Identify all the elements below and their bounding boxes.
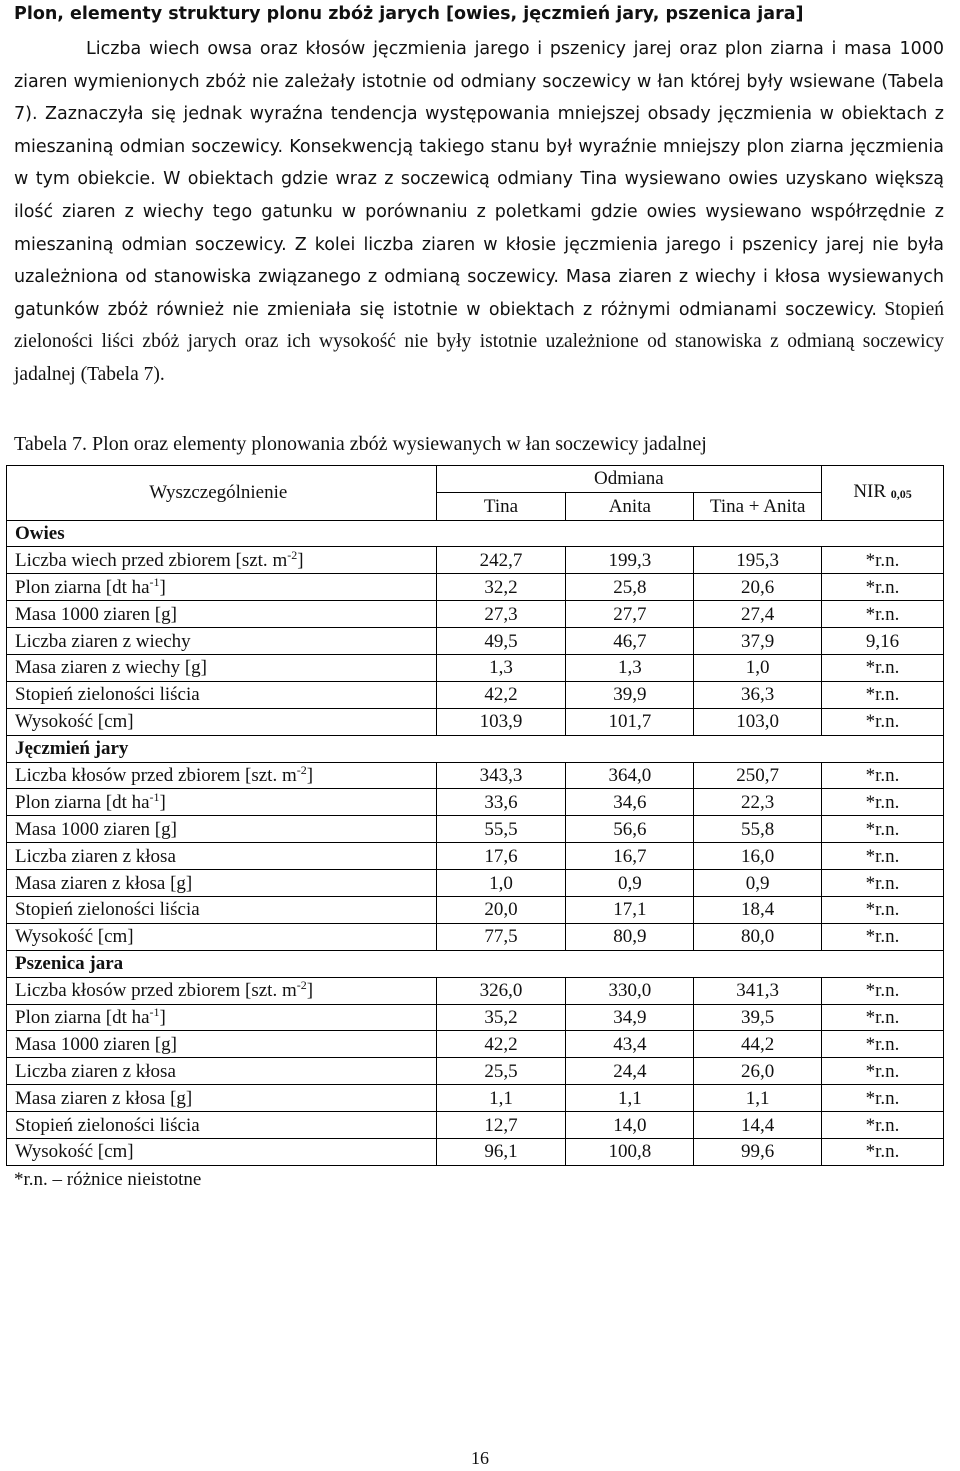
value-cell: 242,7 [436, 547, 566, 574]
nir-cell: *r.n. [822, 843, 944, 870]
value-cell: 17,1 [566, 897, 694, 924]
value-cell: 1,3 [436, 654, 566, 681]
table-row [7, 977, 944, 1004]
value-cell: 195,3 [694, 547, 822, 574]
value-cell: 18,4 [694, 897, 822, 924]
value-cell: 326,0 [436, 977, 566, 1004]
table-row [7, 628, 944, 655]
row-label: Stopień zieloności liścia [7, 1112, 437, 1139]
value-cell: 55,8 [694, 816, 822, 843]
nir-cell: *r.n. [822, 681, 944, 708]
header-variety-tina: Tina [436, 492, 566, 520]
value-cell: 16,7 [566, 843, 694, 870]
nir-cell: *r.n. [822, 574, 944, 601]
nir-cell: *r.n. [822, 708, 944, 735]
value-cell: 25,5 [436, 1058, 566, 1085]
value-cell: 44,2 [694, 1031, 822, 1058]
table-row [7, 547, 944, 574]
row-label: Liczba kłosów przed zbiorem [szt. $m^{-2}$] [7, 762, 437, 789]
nir-cell: *r.n. [822, 1031, 944, 1058]
table-row [7, 708, 944, 735]
table-row [7, 843, 944, 870]
value-cell: 250,7 [694, 762, 822, 789]
value-cell: 33,6 [436, 789, 566, 816]
value-cell: 1,3 [566, 654, 694, 681]
value-cell: 330,0 [566, 977, 694, 1004]
row-label: Plon ziarna [dt $ha^{-1}$] [7, 1004, 437, 1031]
nir-cell: *r.n. [822, 1139, 944, 1166]
value-cell: 1,0 [436, 870, 566, 897]
section-row [7, 735, 944, 762]
table-row [7, 1058, 944, 1085]
nir-cell: *r.n. [822, 789, 944, 816]
table-row [7, 574, 944, 601]
header-variety-mix: Tina + Anita [694, 492, 822, 520]
nir-cell: *r.n. [822, 654, 944, 681]
nir-cell: *r.n. [822, 870, 944, 897]
row-label: Liczba kłosów przed zbiorem [szt. $m^{-2}$] [7, 977, 437, 1004]
value-cell: 199,3 [566, 547, 694, 574]
nir-cell: *r.n. [822, 1004, 944, 1031]
row-label: Wysokość [cm] [7, 708, 437, 735]
value-cell: 16,0 [694, 843, 822, 870]
value-cell: 100,8 [566, 1139, 694, 1166]
document-page [14, 0, 944, 1191]
value-cell: 39,5 [694, 1004, 822, 1031]
table-row [7, 789, 944, 816]
table-row [7, 1004, 944, 1031]
value-cell: 42,2 [436, 681, 566, 708]
nir-cell: *r.n. [822, 1112, 944, 1139]
value-cell: 20,0 [436, 897, 566, 924]
header-odmiana: Odmiana [436, 465, 822, 492]
row-label: Stopień zieloności liścia [7, 897, 437, 924]
nir-cell: *r.n. [822, 977, 944, 1004]
nir-cell: 9,16 [822, 628, 944, 655]
row-label: Wysokość [cm] [7, 923, 437, 950]
value-cell: 32,2 [436, 574, 566, 601]
value-cell: 46,7 [566, 628, 694, 655]
value-cell: 364,0 [566, 762, 694, 789]
paragraph-text-sans: Liczba wiech owsa oraz kłosów jęczmienia jarego i pszenicy jarej oraz plon ziarna i masa 1000 ziaren wymienionych zbóż nie zależały istotnie od odmiany soczewicy w łan której były wsiewane (Tabela 7). Zaznaczyła się jednak wyraźna tendencja występowania mniejszej obsady jęczmienia w obiektach z mieszaniną odmian soczewicy. Konsekwencją takiego stanu był wyraźnie mniejszy plon ziarna jęczmienia w tym obiekcie. W obiektach gdzie wraz z soczewicą odmiany Tina wysiewano owies uzyskano większą ilość ziaren z wiechy tego gatunku w porównaniu z poletkami gdzie owies wysiewano współrzędnie z mieszaniną odmian soczewicy. Z kolei liczba ziaren w kłosie jęczmienia jarego i pszenicy jarej nie była uzależniona od stanowiska związanego z odmianą soczewicy. Masa ziaren z wiechy i kłosa wysiewanych gatunków zbóż również nie zmieniała się istotnie w obiektach z różnymi odmianami soczewicy. [14, 39, 944, 320]
row-label: Liczba ziaren z kłosa [7, 1058, 437, 1085]
row-label: Masa ziaren z wiechy [g] [7, 654, 437, 681]
row-label: Masa 1000 ziaren [g] [7, 601, 437, 628]
row-label: Plon ziarna [dt $ha^{-1}$] [7, 574, 437, 601]
table-row [7, 870, 944, 897]
section-label: Pszenica jara [7, 950, 944, 977]
row-label: Masa 1000 ziaren [g] [7, 816, 437, 843]
nir-cell: *r.n. [822, 601, 944, 628]
header-nir: NIR $_{0,05}$ [822, 465, 944, 520]
value-cell: 1,1 [694, 1085, 822, 1112]
value-cell: 20,6 [694, 574, 822, 601]
value-cell: 27,7 [566, 601, 694, 628]
nir-cell: *r.n. [822, 1058, 944, 1085]
value-cell: 343,3 [436, 762, 566, 789]
nir-cell: *r.n. [822, 547, 944, 574]
table-row [7, 762, 944, 789]
value-cell: 27,4 [694, 601, 822, 628]
nir-cell: *r.n. [822, 762, 944, 789]
value-cell: 36,3 [694, 681, 822, 708]
value-cell: 96,1 [436, 1139, 566, 1166]
section-heading: Plon, elementy struktury plonu zbóż jarych [owies, jęczmień jary, pszenica jara] [14, 4, 804, 24]
table-row [7, 654, 944, 681]
value-cell: 34,9 [566, 1004, 694, 1031]
value-cell: 25,8 [566, 574, 694, 601]
value-cell: 22,3 [694, 789, 822, 816]
row-label: Masa ziaren z kłosa [g] [7, 1085, 437, 1112]
section-label: Owies [7, 520, 944, 547]
value-cell: 49,5 [436, 628, 566, 655]
row-label: Masa ziaren z kłosa [g] [7, 870, 437, 897]
table-footnote: *r.n. – różnice nieistotne [14, 1168, 202, 1190]
row-label: Plon ziarna [dt $ha^{-1}$] [7, 789, 437, 816]
value-cell: 80,0 [694, 923, 822, 950]
value-cell: 1,1 [566, 1085, 694, 1112]
row-label: Liczba ziaren z kłosa [7, 843, 437, 870]
table-row [7, 1085, 944, 1112]
value-cell: 0,9 [566, 870, 694, 897]
body-paragraph [14, 33, 944, 392]
value-cell: 39,9 [566, 681, 694, 708]
section-row [7, 950, 944, 977]
table-row [7, 897, 944, 924]
header-wyszczegolnienie: Wyszczególnienie [7, 465, 437, 520]
section-label: Jęczmień jary [7, 735, 944, 762]
nir-cell: *r.n. [822, 1085, 944, 1112]
value-cell: 26,0 [694, 1058, 822, 1085]
value-cell: 56,6 [566, 816, 694, 843]
row-label: Stopień zieloności liścia [7, 681, 437, 708]
value-cell: 34,6 [566, 789, 694, 816]
value-cell: 37,9 [694, 628, 822, 655]
value-cell: 35,2 [436, 1004, 566, 1031]
value-cell: 14,0 [566, 1112, 694, 1139]
value-cell: 43,4 [566, 1031, 694, 1058]
table-row [7, 601, 944, 628]
row-label: Masa 1000 ziaren [g] [7, 1031, 437, 1058]
results-table [6, 465, 944, 1166]
value-cell: 12,7 [436, 1112, 566, 1139]
value-cell: 55,5 [436, 816, 566, 843]
value-cell: 14,4 [694, 1112, 822, 1139]
row-label: Wysokość [cm] [7, 1139, 437, 1166]
row-label: Liczba ziaren z wiechy [7, 628, 437, 655]
value-cell: 77,5 [436, 923, 566, 950]
value-cell: 42,2 [436, 1031, 566, 1058]
value-cell: 80,9 [566, 923, 694, 950]
table-row [7, 1112, 944, 1139]
table-row [7, 923, 944, 950]
value-cell: 0,9 [694, 870, 822, 897]
header-variety-anita: Anita [566, 492, 694, 520]
value-cell: 1,1 [436, 1085, 566, 1112]
value-cell: 1,0 [694, 654, 822, 681]
value-cell: 341,3 [694, 977, 822, 1004]
table-row [7, 1031, 944, 1058]
table-row [7, 1139, 944, 1166]
value-cell: 24,4 [566, 1058, 694, 1085]
value-cell: 101,7 [566, 708, 694, 735]
value-cell: 27,3 [436, 601, 566, 628]
value-cell: 103,9 [436, 708, 566, 735]
table-row [7, 816, 944, 843]
nir-cell: *r.n. [822, 923, 944, 950]
table-header-row [7, 465, 944, 492]
table-caption: Tabela 7. Plon oraz elementy plonowania zbóż wysiewanych w łan soczewicy jadalnej [14, 432, 707, 455]
table-row [7, 681, 944, 708]
row-label: Liczba wiech przed zbiorem [szt. $m^{-2}$] [7, 547, 437, 574]
value-cell: 99,6 [694, 1139, 822, 1166]
nir-cell: *r.n. [822, 897, 944, 924]
section-row [7, 520, 944, 547]
nir-cell: *r.n. [822, 816, 944, 843]
page-number: 16 [471, 1448, 489, 1468]
paragraph-text-serif: Stopień zieloności liści zbóż jarych oraz ich wysokość nie były istotnie uzależnione od stanowiska z odmianą soczewicy jadalnej (Tabela 7). [14, 298, 945, 385]
value-cell: 17,6 [436, 843, 566, 870]
value-cell: 103,0 [694, 708, 822, 735]
